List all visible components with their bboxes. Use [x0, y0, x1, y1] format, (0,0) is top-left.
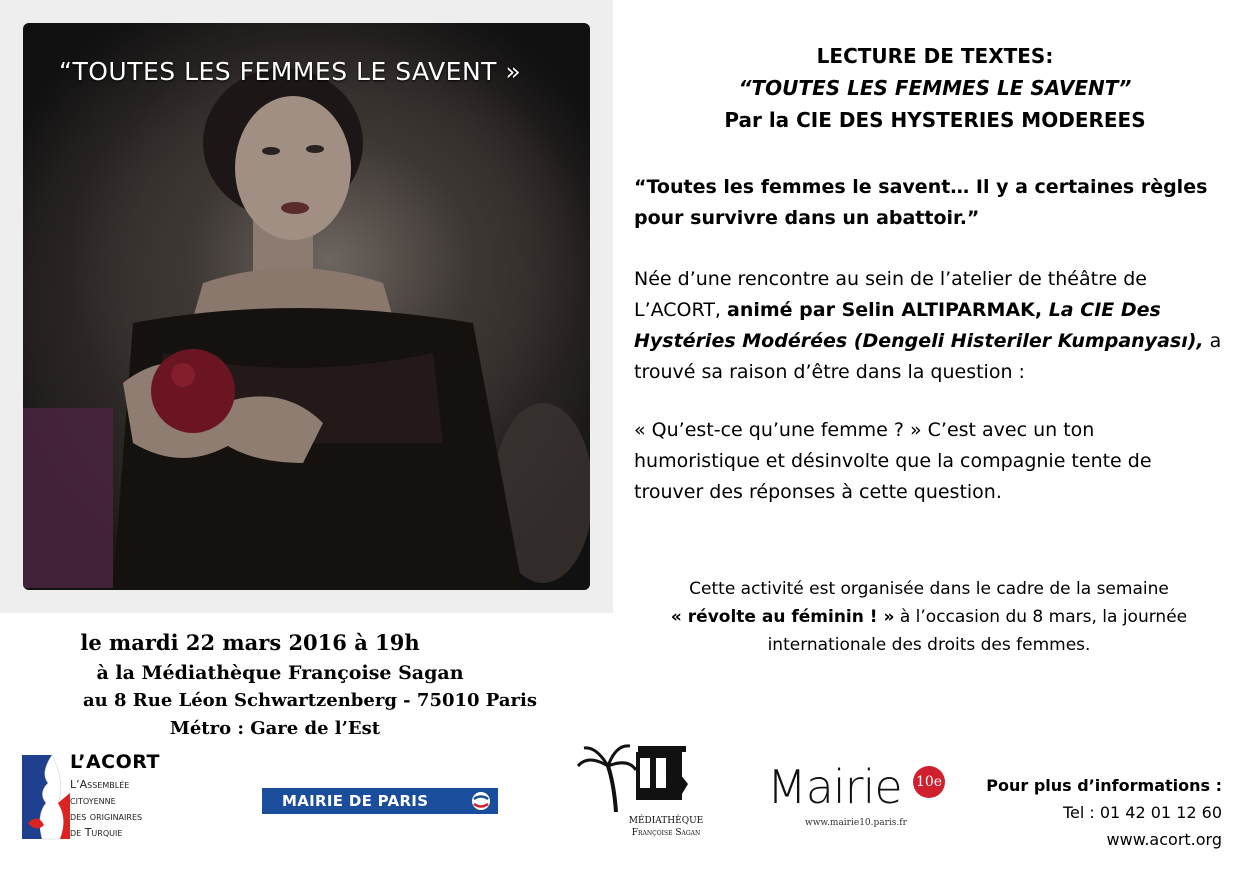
- acort-sub-line-1: L’Assemblée: [70, 778, 130, 791]
- heading-line-1: LECTURE DE TEXTES:: [816, 44, 1054, 68]
- context-line-3: internationale des droits des femmes.: [767, 635, 1091, 655]
- heading-line-2: “TOUTES LES FEMMES LE SAVENT”: [738, 76, 1132, 100]
- context-paragraph: [634, 575, 1224, 659]
- contact-phone: Tel : 01 42 01 12 60: [1062, 803, 1222, 822]
- intro-part-2: animé par Selin ALTIPARMAK,: [727, 299, 1049, 321]
- acort-title: L’ACORT: [70, 751, 160, 773]
- event-venue: à la Médiathèque Françoise Sagan: [96, 662, 464, 684]
- mairie-de-paris-label: MAIRIE DE PARIS: [282, 792, 429, 810]
- event-heading: [640, 40, 1230, 136]
- performer-illustration: [23, 23, 590, 590]
- context-line-1: Cette activité est organisée dans le cadre de la semaine: [689, 579, 1169, 599]
- mairie-10-url: www.mairie10.paris.fr: [805, 818, 907, 828]
- performer-photo: [23, 23, 590, 590]
- acort-sub-line-3: des originaires: [70, 810, 143, 823]
- acort-sub-line-2: citoyenne: [70, 794, 116, 807]
- mairie-10-badge: 10e: [913, 766, 945, 798]
- context-line-2-rest: à l’occasion du 8 mars, la journée: [894, 607, 1188, 627]
- mediatheque-label: [616, 815, 716, 839]
- acort-subtitle: [70, 777, 142, 841]
- mairie-de-paris-logo: [262, 788, 498, 814]
- event-date: le mardi 22 mars 2016 à 19h: [80, 630, 420, 655]
- contact-website: www.acort.org: [1106, 830, 1222, 849]
- mediatheque-label-1: MÉDIATHÈQUE: [628, 816, 704, 826]
- event-info: [0, 627, 620, 743]
- intro-paragraph: [634, 264, 1224, 388]
- intro-part-4: a trouvé sa raison d’être dans la question :: [634, 330, 1222, 383]
- acort-sub-line-4: de Turquie: [70, 826, 123, 839]
- mediatheque-palm-icon: [576, 744, 716, 814]
- heading-line-3: Par la CIE DES HYSTERIES MODEREES: [724, 108, 1146, 132]
- mediatheque-logo: [576, 744, 716, 848]
- mediatheque-label-2: Françoise Sagan: [631, 828, 701, 838]
- event-metro: Métro : Gare de l’Est: [169, 718, 381, 739]
- mairie-10-logo: [767, 760, 947, 834]
- question-paragraph: « Qu’est-ce qu’une femme ? » C’est avec un ton humoristique et désinvolte que la compagnie tente de trouver des réponses à cette question.: [634, 419, 1152, 503]
- contact-title: Pour plus d’informations :: [986, 776, 1222, 795]
- context-line-2-bold: « révolte au féminin ! »: [670, 607, 895, 627]
- acort-face-icon: [18, 753, 70, 841]
- intro-part-3: La CIE Des Hystéries Modérées (Dengeli Histeriler Kumpanyası),: [634, 299, 1204, 352]
- paris-ship-icon: [470, 791, 492, 811]
- event-address: au 8 Rue Léon Schwartzenberg - 75010 Paris: [83, 690, 537, 711]
- intro-part-1: Née d’une rencontre au sein de l’atelier de théâtre de L’ACORT,: [634, 268, 1147, 321]
- poster-photo-frame: [0, 0, 613, 613]
- acort-logo: [18, 753, 193, 843]
- mairie-10-word: Mairie: [767, 760, 902, 814]
- contact-info: [986, 772, 1222, 853]
- quote-text: “Toutes les femmes le savent… Il y a certaines règles pour survivre dans un abattoir.”: [634, 176, 1208, 229]
- photo-title: “TOUTES LES FEMMES LE SAVENT »: [59, 57, 522, 86]
